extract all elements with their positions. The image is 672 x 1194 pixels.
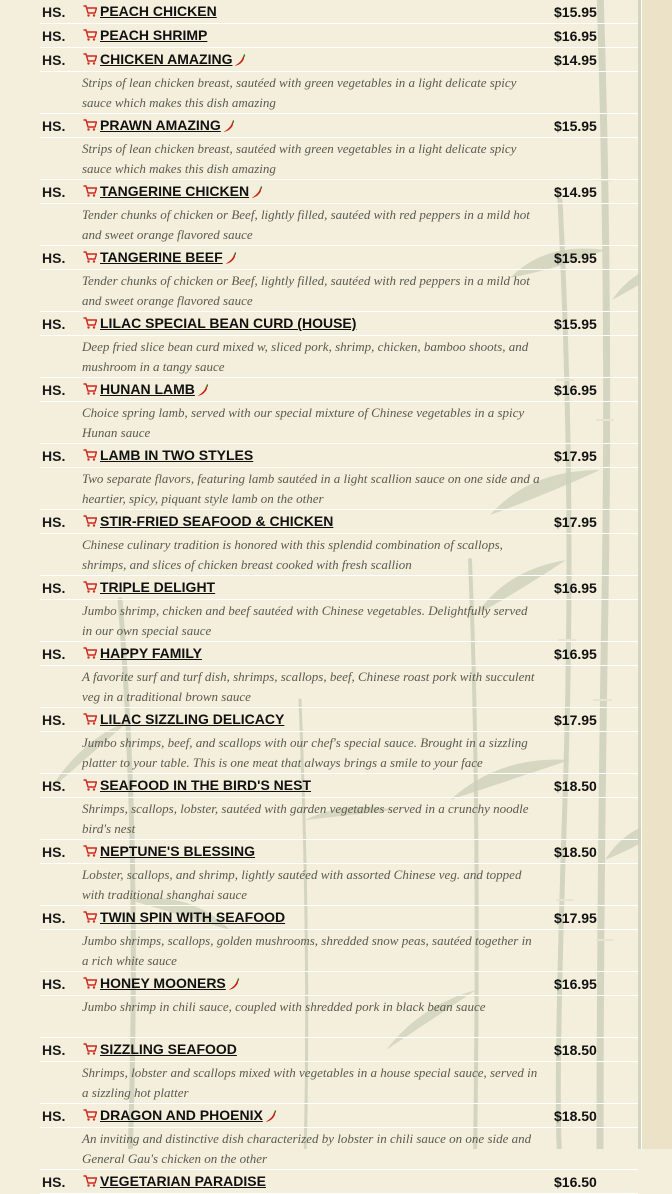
menu-item-name-link[interactable] xyxy=(100,843,255,859)
menu-item-prefix: HS. xyxy=(42,580,66,596)
menu-item-description-row xyxy=(40,270,638,312)
chili-pepper-icon xyxy=(224,251,237,265)
menu-item-name-link[interactable] xyxy=(100,381,209,397)
menu-item-name-link[interactable] xyxy=(100,249,237,265)
menu-item-description: Chinese culinary tradition is honored with this splendid combination of scallops, shrimps, and slices of chicken breast cooked with fresh scallion xyxy=(82,537,503,572)
menu-item-description: Strips of lean chicken breast, sautéed with green vegetables in a light delicate spicy sauce which makes this dish amazing xyxy=(82,141,517,176)
shopping-cart-icon[interactable] xyxy=(83,778,97,790)
shopping-cart-icon[interactable] xyxy=(83,646,97,658)
menu-item-description: Jumbo shrimp, chicken and beef sautéed with Chinese vegetables. Delightfully served in our own special sauce xyxy=(82,603,528,638)
shopping-cart-icon[interactable] xyxy=(83,712,97,724)
menu-item-name[interactable]: PEACH SHRIMP xyxy=(100,27,208,43)
menu-item-name-link[interactable] xyxy=(100,117,235,133)
shopping-cart-icon[interactable] xyxy=(83,448,97,460)
menu-item-row xyxy=(40,180,638,204)
chili-pepper-icon xyxy=(196,383,209,397)
menu-item-price: $17.95 xyxy=(554,514,597,530)
menu-item-prefix: HS. xyxy=(42,316,66,332)
menu-item-description-row xyxy=(40,930,638,972)
menu-item-name-link[interactable] xyxy=(100,1173,266,1189)
menu-item-row xyxy=(40,246,638,270)
menu-item-prefix: HS. xyxy=(42,712,66,728)
menu-item-description: Two separate flavors, featuring lamb sautéed in a light scallion sauce on one side and a heartier, spicy, piquant style lamb on the other xyxy=(82,471,540,506)
chili-pepper-icon xyxy=(227,977,240,991)
shopping-cart-icon[interactable] xyxy=(83,976,97,988)
menu-item-prefix: HS. xyxy=(42,28,66,44)
menu-item-name[interactable]: HONEY MOONERS xyxy=(100,975,226,991)
menu-item-price: $18.50 xyxy=(554,1108,597,1124)
menu-item-name[interactable]: PRAWN AMAZING xyxy=(100,117,221,133)
menu-item-prefix: HS. xyxy=(42,778,66,794)
menu-item-row xyxy=(40,48,638,72)
menu-item-description: Shrimps, scallops, lobster, sautéed with garden vegetables served in a crunchy noodle bird's nest xyxy=(82,801,529,836)
menu-item-prefix: HS. xyxy=(42,184,66,200)
menu-item-row xyxy=(40,1170,638,1194)
menu-item-prefix: HS. xyxy=(42,52,66,68)
shopping-cart-icon[interactable] xyxy=(83,580,97,592)
menu-list xyxy=(40,0,638,1194)
menu-item-description-row xyxy=(40,336,638,378)
shopping-cart-icon[interactable] xyxy=(83,844,97,856)
menu-item-row xyxy=(40,1104,638,1128)
shopping-cart-icon[interactable] xyxy=(83,184,97,196)
menu-item-price: $14.95 xyxy=(554,52,597,68)
shopping-cart-icon[interactable] xyxy=(83,382,97,394)
menu-item-name-link[interactable] xyxy=(100,3,217,19)
menu-item-price: $17.95 xyxy=(554,910,597,926)
menu-item-description: Jumbo shrimp in chili sauce, coupled with shredded pork in black bean sauce xyxy=(82,999,486,1014)
menu-item-description: Jumbo shrimps, scallops, golden mushrooms, shredded snow peas, sautéed together in a rich white sauce xyxy=(82,933,532,968)
chili-pepper-icon xyxy=(233,53,246,67)
menu-item-prefix: HS. xyxy=(42,4,66,20)
shopping-cart-icon[interactable] xyxy=(83,4,97,16)
menu-item-row xyxy=(40,576,638,600)
menu-item-description-row xyxy=(40,600,638,642)
menu-item-description: Tender chunks of chicken or Beef, lightly filled, sautéed with red peppers in a mild hot and sweet orange flavored sauce xyxy=(82,207,530,242)
menu-item-name-link[interactable] xyxy=(100,579,215,595)
shopping-cart-icon[interactable] xyxy=(83,250,97,262)
menu-item-description-row xyxy=(40,138,638,180)
menu-item-prefix: HS. xyxy=(42,1042,66,1058)
menu-item-description: Strips of lean chicken breast, sautéed with green vegetables in a light delicate spicy sauce which makes this dish amazing xyxy=(82,75,517,110)
menu-item-row xyxy=(40,906,638,930)
menu-item-prefix: HS. xyxy=(42,976,66,992)
menu-item-name-link[interactable] xyxy=(100,777,311,793)
menu-item-name[interactable]: NEPTUNE'S BLESSING xyxy=(100,843,256,859)
menu-item-name[interactable]: SEAFOOD IN THE BIRD'S NEST xyxy=(100,777,312,793)
menu-item-price: $16.95 xyxy=(554,976,597,992)
menu-item-description-row xyxy=(40,1062,638,1104)
menu-item-row xyxy=(40,114,638,138)
menu-item-price: $15.95 xyxy=(554,250,597,266)
menu-item-name[interactable]: STIR-FRIED SEAFOOD & CHICKEN xyxy=(100,513,334,529)
menu-item-row xyxy=(40,24,638,48)
menu-item-prefix: HS. xyxy=(42,646,66,662)
menu-item-price: $16.50 xyxy=(554,1174,597,1190)
menu-item-row xyxy=(40,312,638,336)
menu-item-name[interactable]: LILAC SIZZLING DELICACY xyxy=(100,711,285,727)
menu-item-prefix: HS. xyxy=(42,844,66,860)
menu-item-prefix: HS. xyxy=(42,382,66,398)
menu-item-name-link[interactable] xyxy=(100,447,253,463)
menu-item-description: Lobster, scallops, and shrimp, lightly sautéed with assorted Chinese veg. and topped with traditional shanghai sauce xyxy=(82,867,522,902)
menu-item-description: An inviting and distinctive dish characterized by lobster in chili sauce on one side and General Gau's chicken on the other xyxy=(82,1131,532,1166)
shopping-cart-icon[interactable] xyxy=(83,514,97,526)
menu-item-description: A favorite surf and turf dish, shrimps, scallops, beef, Chinese roast pork with succulent veg in a traditional brown sauce xyxy=(82,669,535,704)
menu-item-row xyxy=(40,378,638,402)
menu-item-price: $18.50 xyxy=(554,778,597,794)
menu-item-description-row xyxy=(40,666,638,708)
menu-item-name[interactable]: LAMB IN TWO STYLES xyxy=(100,447,254,463)
menu-item-name-link[interactable] xyxy=(100,1041,237,1057)
menu-item-name[interactable]: PEACH CHICKEN xyxy=(100,3,217,19)
shopping-cart-icon[interactable] xyxy=(83,52,97,64)
menu-item-name[interactable]: DRAGON AND PHOENIX xyxy=(100,1107,263,1123)
menu-item-prefix: HS. xyxy=(42,250,66,266)
menu-item-row xyxy=(40,840,638,864)
menu-item-row xyxy=(40,972,638,996)
chili-pepper-icon xyxy=(250,185,263,199)
menu-item-description-row xyxy=(40,72,638,114)
menu-item-description: Jumbo shrimps, beef, and scallops with our chef's special sauce. Brought in a sizzling platter to your table. This is one meat that always brings a smile to your face xyxy=(82,735,528,770)
menu-item-name-link[interactable] xyxy=(100,183,263,199)
menu-item-description-row xyxy=(40,402,638,444)
menu-item-price: $17.95 xyxy=(554,712,597,728)
menu-item-name[interactable]: TRIPLE DELIGHT xyxy=(100,579,216,595)
menu-item-price: $17.95 xyxy=(554,448,597,464)
menu-item-name[interactable]: TANGERINE CHICKEN xyxy=(100,183,250,199)
menu-item-price: $16.95 xyxy=(554,580,597,596)
menu-item-name-link[interactable] xyxy=(100,645,202,661)
chili-pepper-icon xyxy=(264,1109,277,1123)
menu-item-description: Deep fried slice bean curd mixed w, sliced pork, shrimp, chicken, bamboo shoots, and mushroom in a tangy sauce xyxy=(82,339,529,374)
shopping-cart-icon[interactable] xyxy=(83,316,97,328)
right-edge-panel xyxy=(641,0,672,1149)
chili-pepper-icon xyxy=(222,119,235,133)
menu-item-name-link[interactable] xyxy=(100,513,333,529)
menu-item-price: $15.95 xyxy=(554,118,597,134)
menu-item-name-link[interactable] xyxy=(100,315,356,331)
menu-item-row xyxy=(40,1038,638,1062)
menu-item-description-row xyxy=(40,996,638,1038)
menu-item-price: $15.95 xyxy=(554,4,597,20)
menu-item-price: $18.50 xyxy=(554,1042,597,1058)
menu-item-price: $16.95 xyxy=(554,28,597,44)
menu-item-name[interactable]: HUNAN LAMB xyxy=(100,381,195,397)
menu-item-name[interactable]: CHICKEN AMAZING xyxy=(100,51,233,67)
menu-item-description-row xyxy=(40,798,638,840)
menu-item-price: $14.95 xyxy=(554,184,597,200)
menu-item-price: $16.95 xyxy=(554,382,597,398)
menu-item-name[interactable]: TWIN SPIN WITH SEAFOOD xyxy=(100,909,286,925)
menu-item-row xyxy=(40,444,638,468)
menu-item-description-row xyxy=(40,1128,638,1170)
menu-item-prefix: HS. xyxy=(42,1174,66,1190)
menu-item-row xyxy=(40,774,638,798)
menu-item-name-link[interactable] xyxy=(100,975,240,991)
menu-item-prefix: HS. xyxy=(42,448,66,464)
menu-item-row xyxy=(40,0,638,24)
menu-item-description-row xyxy=(40,204,638,246)
menu-item-prefix: HS. xyxy=(42,514,66,530)
menu-item-description: Tender chunks of chicken or Beef, lightly filled, sautéed with red peppers in a mild hot and sweet orange flavored sauce xyxy=(82,273,530,308)
menu-item-prefix: HS. xyxy=(42,910,66,926)
shopping-cart-icon[interactable] xyxy=(83,28,97,40)
menu-item-description: Choice spring lamb, served with our special mixture of Chinese vegetables in a spicy Hunan sauce xyxy=(82,405,525,440)
menu-item-price: $18.50 xyxy=(554,844,597,860)
menu-item-name-link[interactable] xyxy=(100,1107,277,1123)
menu-item-row xyxy=(40,642,638,666)
menu-item-description-row xyxy=(40,534,638,576)
shopping-cart-icon[interactable] xyxy=(83,118,97,130)
shopping-cart-icon[interactable] xyxy=(83,1042,97,1054)
menu-item-description-row xyxy=(40,732,638,774)
menu-item-prefix: HS. xyxy=(42,118,66,134)
menu-item-name[interactable]: TANGERINE BEEF xyxy=(100,249,223,265)
menu-item-name-link[interactable] xyxy=(100,27,207,43)
menu-item-price: $16.95 xyxy=(554,646,597,662)
menu-item-description-row xyxy=(40,864,638,906)
menu-item-name[interactable]: SIZZLING SEAFOOD xyxy=(100,1041,237,1057)
menu-item-row xyxy=(40,708,638,732)
menu-item-name-link[interactable] xyxy=(100,51,246,67)
menu-item-description-row xyxy=(40,468,638,510)
menu-item-name-link[interactable] xyxy=(100,909,285,925)
shopping-cart-icon[interactable] xyxy=(83,1174,97,1186)
shopping-cart-icon[interactable] xyxy=(83,910,97,922)
menu-item-description: Shrimps, lobster and scallops mixed with vegetables in a house special sauce, served in a sizzling hot platter xyxy=(82,1065,538,1100)
menu-item-name[interactable]: HAPPY FAMILY xyxy=(100,645,202,661)
menu-item-row xyxy=(40,510,638,534)
menu-item-prefix: HS. xyxy=(42,1108,66,1124)
shopping-cart-icon[interactable] xyxy=(83,1108,97,1120)
menu-item-name[interactable]: VEGETARIAN PARADISE xyxy=(100,1173,266,1189)
menu-item-price: $15.95 xyxy=(554,316,597,332)
menu-item-name[interactable]: LILAC SPECIAL BEAN CURD (HOUSE) xyxy=(100,315,357,331)
menu-item-name-link[interactable] xyxy=(100,711,284,727)
